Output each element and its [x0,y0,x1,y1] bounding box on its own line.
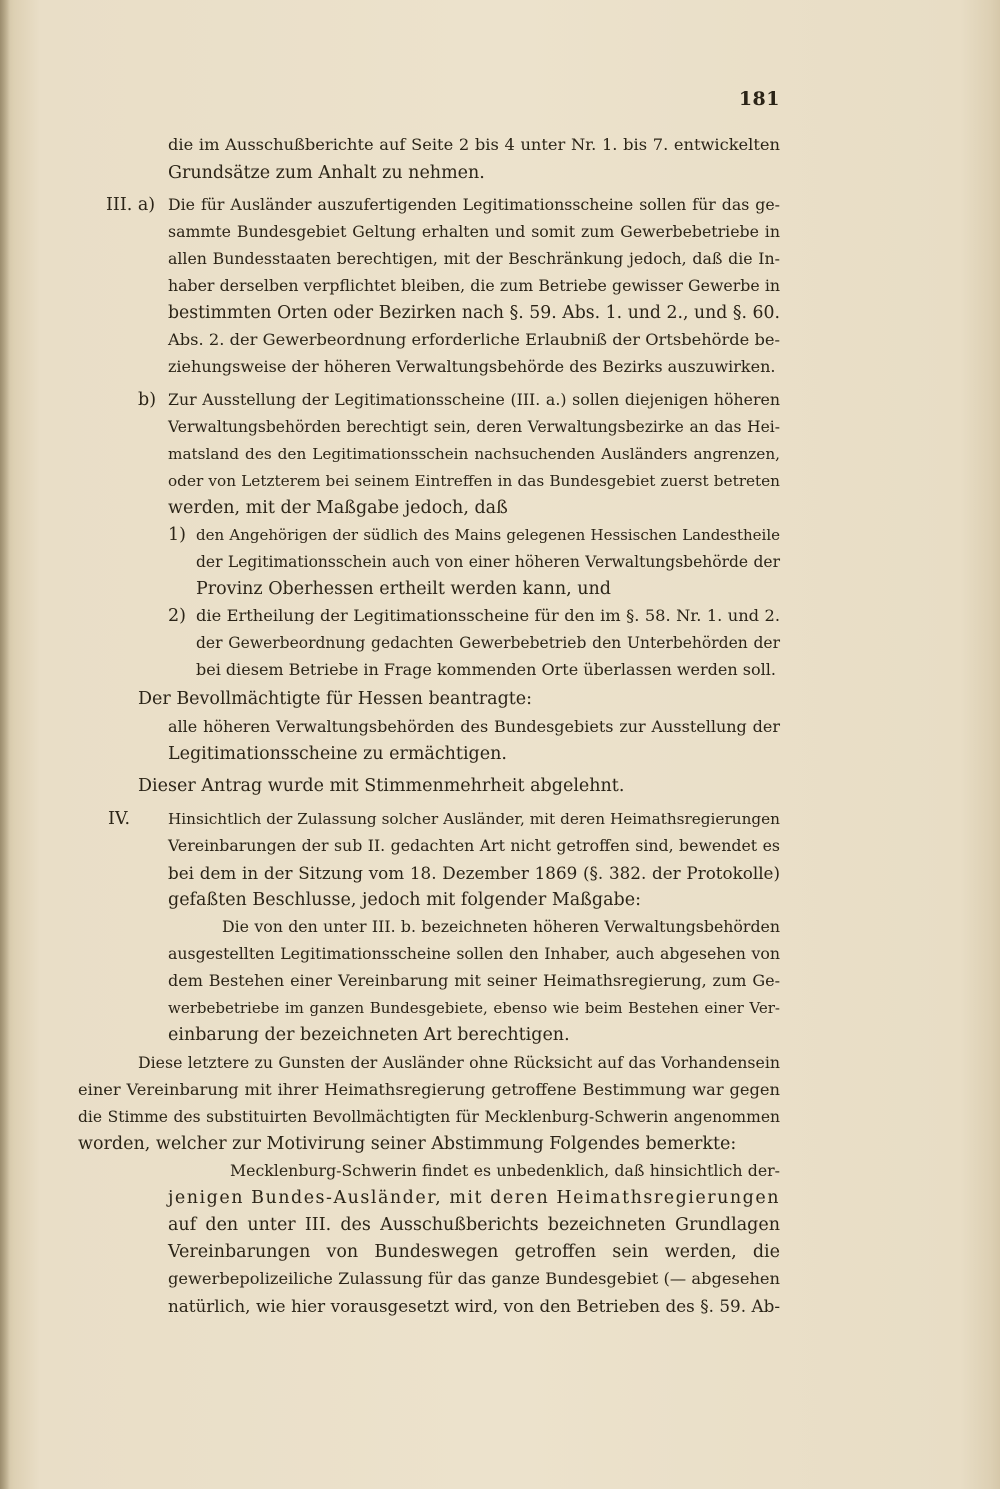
text-line: Der Bevollmächtigte für Hessen beantragte: [138,689,533,709]
text-line: Legitimationsscheine zu ermächtigen. [168,744,507,764]
text-line: allen Bundesstaaten berechtigen, mit der Beschränkung jedoch, daß die In- [168,249,780,268]
text-line: Verwaltungsbehörden berechtigt sein, deren Verwaltungsbezirke an das Hei- [168,418,780,436]
text-line: der Gewerbeordnung gedachten Gewerbebetrieb den Unterbehörden der [196,634,780,652]
text-line: Die für Ausländer auszufertigenden Legitimationsscheine sollen für das ge- [168,195,780,214]
page-edge-shadow [0,0,10,1489]
text-line: bei diesem Betriebe in Frage kommenden Orte überlassen werden soll. [196,660,776,679]
text-line: Diese letztere zu Gunsten der Ausländer ohne Rücksicht auf das Vorhandensein [138,1053,780,1072]
text-line: die Stimme des substituirten Bevollmächtigten für Mecklenburg-Schwerin angenommen [78,1108,780,1126]
text-line: werden, mit der Maßgabe jedoch, daß [168,498,508,518]
text-line: Zur Ausstellung der Legitimationsscheine (III. a.) sollen diejenigen höheren [168,390,780,409]
text-line: jenigen Bundes-Ausländer, mit deren Heimathsregierungen [168,1188,780,1208]
text-line: Hinsichtlich der Zulassung solcher Ausländer, mit deren Heimathsregierungen [168,810,780,828]
text-line: Die von den unter III. b. bezeichneten höheren Verwaltungsbehörden [222,917,780,936]
text-line: natürlich, wie hier vorausgesetzt wird, von den Betrieben des §. 59. Ab- [168,1296,780,1316]
text-line: dem Bestehen einer Vereinbarung mit seiner Heimathsregierung, zum Ge- [168,971,780,990]
text-line: werbebetriebe im ganzen Bundesgebiete, ebenso wie beim Bestehen einer Ver- [168,999,780,1017]
text-line: Abs. 2. der Gewerbeordnung erforderliche Erlaubniß der Ortsbehörde be- [168,330,780,349]
section-label: III. a) [106,195,156,215]
text-line: ausgestellten Legitimationsscheine sollen den Inhaber, auch abgesehen von [168,944,780,963]
text-line: alle höheren Verwaltungsbehörden des Bundesgebiets zur Ausstellung der [168,717,780,736]
text-line: gewerbepolizeiliche Zulassung für das ganze Bundesgebiet (— abgesehen [168,1269,780,1288]
section-label: IV. [108,809,131,829]
text-line: Provinz Oberhessen ertheilt werden kann, und [196,579,611,599]
text-line: die im Ausschußberichte auf Seite 2 bis 4 unter Nr. 1. bis 7. entwickelten [168,135,780,154]
text-line: gefaßten Beschlusse, jedoch mit folgender Maßgabe: [168,890,641,910]
section-label: b) [138,390,157,410]
text-line: einer Vereinbarung mit ihrer Heimathsregierung getroffene Bestimmung war gegen [78,1080,780,1099]
text-line: bestimmten Orten oder Bezirken nach §. 59. Abs. 1. und 2., und §. 60. [168,303,780,323]
text-line: bei dem in der Sitzung vom 18. Dezember 1869 (§. 382. der Protokolle) [168,863,780,883]
text-line: Grundsätze zum Anhalt zu nehmen. [168,163,485,183]
text-line: oder von Letzterem bei seinem Eintreffen in das Bundesgebiet zuerst betreten [168,472,780,490]
item-label: 1) [168,525,186,545]
text-line: einbarung der bezeichneten Art berechtigen. [168,1025,570,1045]
text-line: sammte Bundesgebiet Geltung erhalten und somit zum Gewerbebetriebe in [168,222,780,241]
text-line: auf den unter III. des Ausschußberichts bezeichneten Grundlagen [168,1215,780,1235]
text-line: Dieser Antrag wurde mit Stimmenmehrheit abgelehnt. [138,776,625,796]
text-line: ziehungsweise der höheren Verwaltungsbehörde des Bezirks auszuwirken. [168,357,776,376]
text-line: der Legitimationsschein auch von einer höheren Verwaltungsbehörde der [196,553,780,571]
text-line: matsland des den Legitimationsschein nachsuchenden Ausländers angrenzen, [168,445,780,463]
text-line: haber derselben verpflichtet bleiben, die zum Betriebe gewisser Gewerbe in [168,276,780,295]
page-number: 181 [738,88,780,110]
text-line: Vereinbarungen der sub II. gedachten Art nicht getroffen sind, bewendet es [168,836,780,855]
text-line: Vereinbarungen von Bundeswegen getroffen sein werden, die [168,1242,780,1262]
text-line: Mecklenburg-Schwerin findet es unbedenklich, daß hinsichtlich der- [230,1161,780,1180]
item-label: 2) [168,606,186,626]
text-line: den Angehörigen der südlich des Mains gelegenen Hessischen Landestheile [196,526,780,544]
text-line: die Ertheilung der Legitimationsscheine für den im §. 58. Nr. 1. und 2. [196,606,780,625]
text-line: worden, welcher zur Motivirung seiner Abstimmung Folgendes bemerkte: [78,1134,737,1154]
